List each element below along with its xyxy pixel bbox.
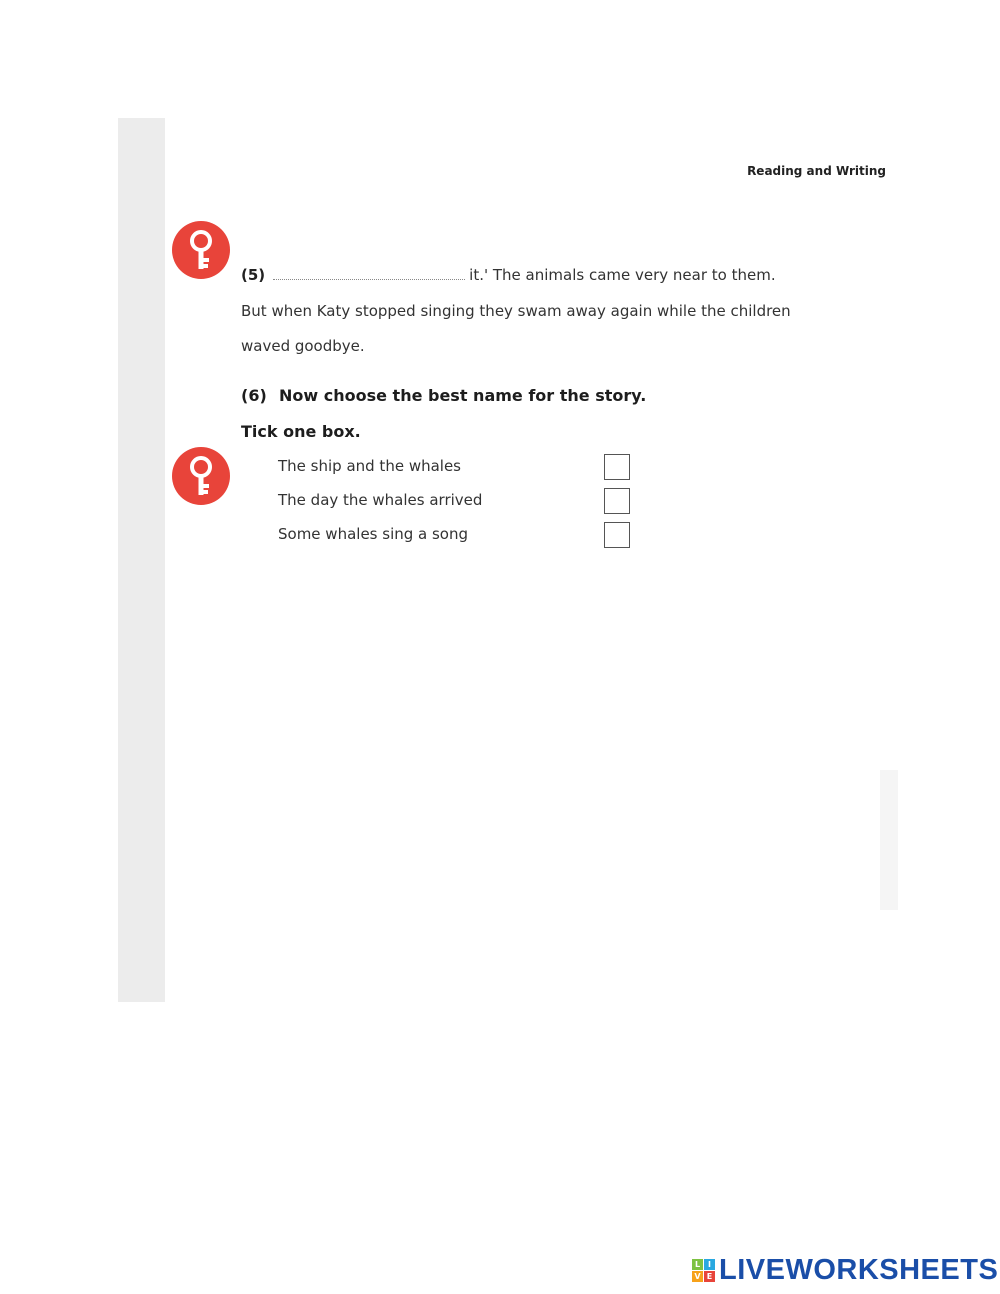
- story-text: it.' The animals came very near to them.: [469, 266, 776, 284]
- scan-smudge: [880, 770, 898, 910]
- key-badge: [172, 447, 230, 505]
- tick-box[interactable]: [604, 488, 630, 514]
- key-badge: [172, 221, 230, 279]
- brand-name: LIVEWORKSHEETS: [719, 1253, 999, 1286]
- worksheet-page: [118, 118, 898, 1002]
- story-line-gap: [241, 266, 776, 284]
- option-label: The day the whales arrived: [278, 491, 483, 509]
- gap-number: (5): [241, 266, 266, 284]
- option-row: [278, 522, 638, 552]
- option-label: Some whales sing a song: [278, 525, 469, 543]
- story-line: But when Katy stopped singing they swam away again while the children: [241, 302, 791, 320]
- logo-letter: L: [692, 1259, 703, 1270]
- tick-box[interactable]: [604, 454, 630, 480]
- question-number: (6): [241, 386, 267, 405]
- tick-box[interactable]: [604, 522, 630, 548]
- story-line: waved goodbye.: [241, 337, 365, 355]
- instruction: Tick one box.: [241, 422, 361, 441]
- question-6: [241, 386, 646, 405]
- key-icon: [172, 221, 230, 279]
- key-icon: [172, 447, 230, 505]
- answer-gap-5[interactable]: [273, 267, 465, 280]
- logo-letter: I: [704, 1259, 715, 1270]
- logo-letter: V: [692, 1271, 703, 1282]
- logo-grid-icon: [692, 1259, 715, 1282]
- option-row: [278, 488, 638, 518]
- liveworksheets-logo: [692, 1253, 998, 1287]
- logo-letter: E: [704, 1271, 715, 1282]
- running-head: Reading and Writing: [747, 164, 886, 178]
- question-text: Now choose the best name for the story.: [279, 386, 647, 405]
- option-label: The ship and the whales: [278, 457, 461, 475]
- option-row: [278, 454, 638, 484]
- scan-shadow-margin: [118, 118, 165, 1002]
